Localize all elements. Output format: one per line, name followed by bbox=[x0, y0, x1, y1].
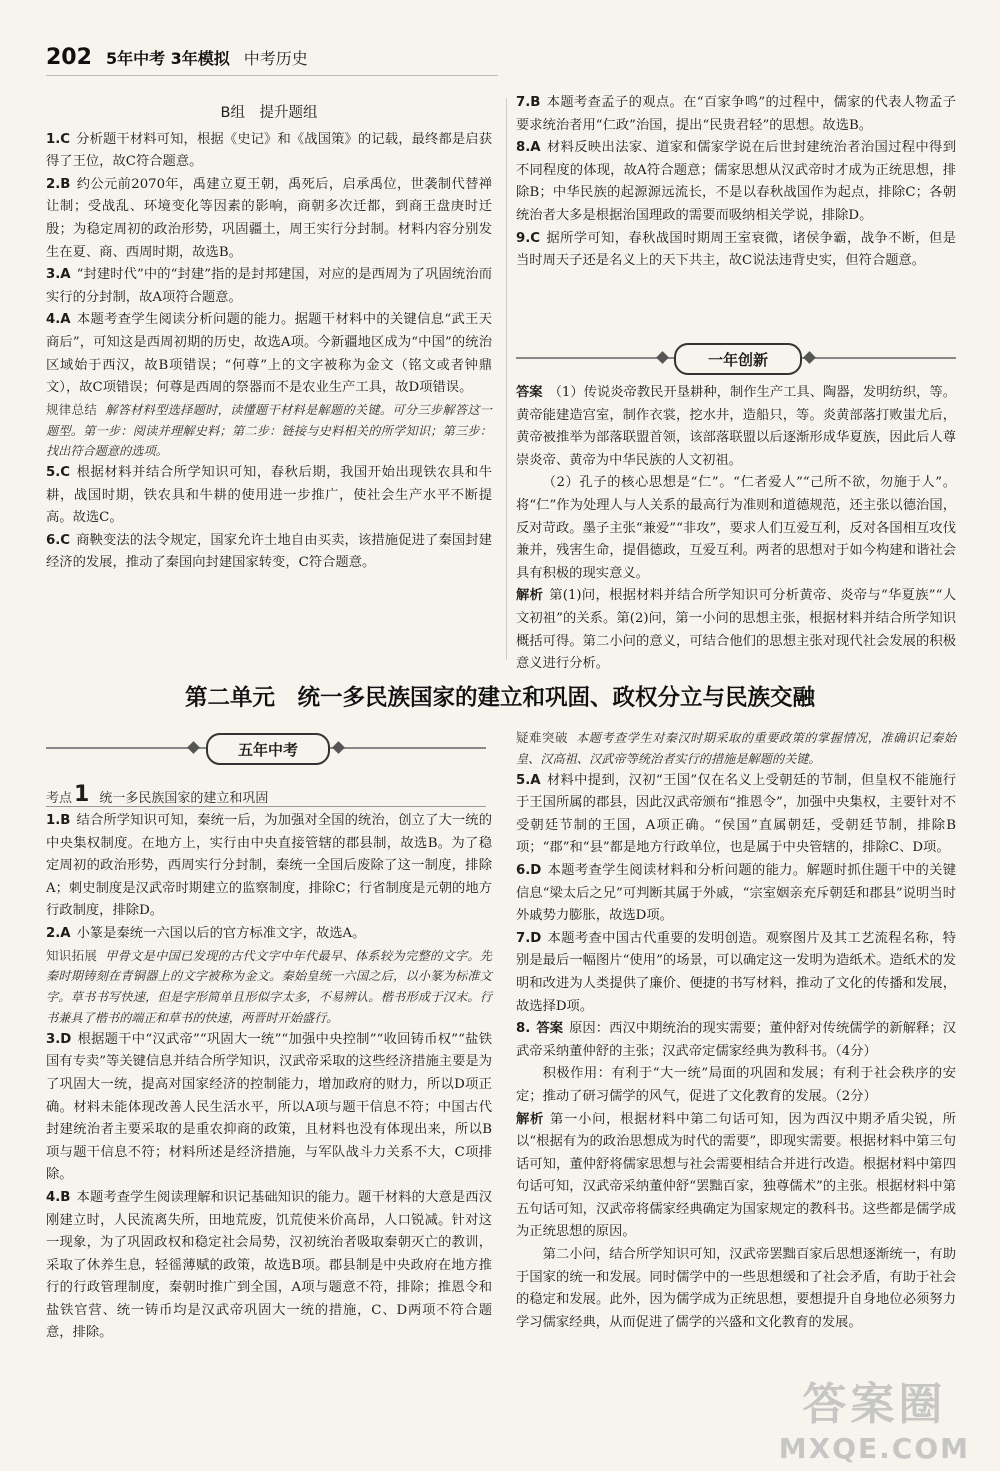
watermark-url: MXQE.COM bbox=[778, 1432, 970, 1465]
question-item: 4.A 本题考查学生阅读分析问题的能力。据题干材料中的关键信息“武王天商后”，可知这是西周初期的历史，故选A项。今新疆地区成为“中国”的统治区域始于西汉，故B项错误；“何尊”上的文字被称为金文（铭文或者钟鼎文），故C项错误；何尊是西周的祭器而不是农业生产工具，故D项错误。 bbox=[46, 312, 492, 396]
unit-title: 第二单元 统一多民族国家的建立和巩固、政权分立与民族交融 bbox=[184, 685, 815, 711]
innovation-answer-block bbox=[516, 382, 956, 676]
group-title: B组 提升题组 bbox=[220, 105, 318, 121]
column-divider bbox=[506, 98, 507, 660]
book-title: 5年中考 3年模拟 bbox=[105, 48, 230, 68]
right-bottom-column bbox=[516, 728, 956, 1334]
band-title: 一年创新 bbox=[674, 343, 802, 375]
right-top-column bbox=[516, 92, 956, 273]
one-year-innovation-band bbox=[516, 340, 956, 376]
question-item: 2.A 小篆是秦统一六国以后的官方标准文字，故选A。 bbox=[46, 925, 366, 941]
page-header bbox=[46, 43, 308, 71]
watermark bbox=[779, 1368, 970, 1465]
question-item: 3.D 根据题干中“汉武帝”“巩固大一统”“加强中央控制”“收回铸币权”“盐铁国有专卖”等关键信息并结合所学知识，汉武帝采取的这些经济措施主要是为了巩固大一统，提高对国家经济的控制能力，增加政府的财力，所以D项正确。材料未能体现改善人民生活水平，所以A项与题干信息不符；中国古代封建统治者主要采取的是重农抑商的政策，且材料也没有体现出来，所以B项与题干信息不符；材料所述是经济措施，与军队战斗力关系不大，C项排除。 bbox=[46, 1031, 492, 1183]
subject-label: 中考历史 bbox=[243, 48, 308, 68]
answer-para: （2）孔子的核心思想是“仁”。“仁者爱人”“己所不欲，勿施于人”。将“仁”作为处理人与人关系的最高行为准则和道德规范，还主张以德治国，反对苛政。墨子主张“兼爱”“非攻”，要求人们互爱互利，反对各国相互攻伐兼并，残害生命，提倡德政，互爱互利。两者的思想对于如今构建和谐社会具有积极的现实意义。 bbox=[516, 475, 956, 581]
question-item: 5.C 根据材料并结合所学知识可知，春秋后期，我国开始出现铁农具和牛耕，战国时期，铁农具和牛耕的使用进一步推广，使社会生产水平不断提高。故选C。 bbox=[46, 465, 492, 526]
watermark-logo: 答案圈 bbox=[802, 1379, 947, 1430]
analysis-para: 解析 第一小问，根据材料中第二句话可知，因为西汉中期矛盾尖锐，所以“根据有为的政治思想成为时代的需要”，即现实需要。根据材料中第三句话可知，董仲舒将儒家思想与社会需要相结合并进行改造。根据材料中第四句话可知，汉武帝采纳董仲舒“罢黜百家，独尊儒术”的主张。根据材料中第五句话可知，汉武帝将儒家经典确定为国家规定的教科书。这些都是儒学成为正统思想的原因。 bbox=[516, 1111, 956, 1240]
question-item: 1.B 结合所学知识可知，秦统一后，为加强对全国的统治，创立了大一统的中央集权制度。在地方上，实行由中央直接管辖的郡县制，故选B。为了稳定周初的政治形势，西周实行分封制，秦统一全国后废除了这一制度，排除A；刺史制度是汉武帝时期建立的监察制度，排除C；行省制度是元朝的地方行政制度，排除D。 bbox=[46, 813, 492, 919]
kaodian-heading bbox=[46, 780, 486, 807]
effect-para: 积极作用：有利于“大一统”局面的巩固和发展；有利于社会秩序的安定；推动了研习儒学的风气，促进了文化教育的发展。（2分） bbox=[516, 1066, 956, 1104]
kaodian-title: 统一多民族国家的建立和巩固 bbox=[99, 791, 269, 806]
question-item: 2.B 约公元前2070年，禹建立夏王朝，禹死后，启承禹位，世袭制代替禅让制；受战乱、环境变化等因素的影响，商朝多次迁都，到商王盘庚时迁殷；为稳定周初的政治形势，巩固疆土，周王实行分封制。材料内容分别发生在夏、商、西周时期，故选B。 bbox=[46, 176, 492, 260]
question-item: 8. 答案 原因：西汉中期统治的现实需要；董仲舒对传统儒学的新解释；汉武帝采纳董仲舒的主张；汉武帝定儒家经典为教科书。（4分） bbox=[516, 1021, 957, 1059]
band-title: 五年中考 bbox=[206, 733, 330, 765]
header-rule bbox=[46, 75, 498, 76]
question-item: 9.C 据所学可知，春秋战国时期周王室衰微，诸侯争霸，战争不断，但是当时周天子还是名义上的天下共主，故C说法违背史实，但符合题意。 bbox=[516, 230, 956, 269]
band-diamond-icon bbox=[332, 741, 345, 754]
analysis-para: 第二小问，结合所学知识可知，汉武帝罢黜百家后思想逐渐统一，有助于国家的统一和发展。同时儒学中的一些思想缓和了社会矛盾，有助于社会的稳定和发展。此外，因为儒学成为正统思想，要想提升自身地位必须努力学习儒家经典，从而促进了儒学的兴盛和文化教育的发展。 bbox=[516, 1247, 956, 1330]
question-item: 8.A 材料反映出法家、道家和儒家学说在后世封建统治者治国过程中得到不同程度的体现，故A符合题意；儒家思想从汉武帝时才成为正统思想，排除B；中华民族的起源源远流长，不是以春秋战国作为起点，排除C；各朝统治者大多是根据治国理政的需要而吸纳相关学说，排除D。 bbox=[516, 140, 956, 223]
knowledge-note: 知识拓展 甲骨文是中国已发现的古代文字中年代最早、体系较为完整的文字。先秦时期铸刻在青铜器上的文字被称为金文。秦始皇统一六国之后，以小篆为标准文字。草书书写快速，但是字形简单且形似字太多，不易辨认。楷书形成于汉末。行书兼具了楷书的端正和草书的快速，两晋时开始盛行。 bbox=[46, 947, 492, 1025]
question-item: 3.A “封建时代”中的“封建”指的是封邦建国，对应的是西周为了巩固统治而实行的分封制，故A项符合题意。 bbox=[46, 267, 492, 305]
five-year-exam-band bbox=[46, 730, 486, 766]
kaodian-label: 考点 bbox=[46, 791, 73, 806]
band-diamond-icon bbox=[803, 351, 816, 364]
question-item: 6.D 本题考查学生阅读材料和分析问题的能力。解题时抓住题干中的关键信息“梁太后之兄”可判断其属于外戚，“宗室姻亲充斥朝廷和郡县”说明当时外戚势力膨胀，故选D项。 bbox=[516, 862, 956, 924]
question-item: 6.C 商鞅变法的法令规定，国家允许土地自由买卖，该措施促进了秦国封建经济的发展，推动了秦国向封建国家转变，C符合题意。 bbox=[46, 532, 492, 571]
page-number: 202 bbox=[46, 44, 92, 70]
rule-summary-note: 规律总结 解答材料型选择题时，读懂题干材料是解题的关键。可分三步解答这一题型。第一步：阅读并理解史料；第二步：链接与史料相关的所学知识；第三步：找出符合题意的选项。 bbox=[46, 401, 492, 459]
kaodian-number: 1 bbox=[74, 782, 90, 807]
question-item: 1.C 分析题干材料可知，根据《史记》和《战国策》的记载，最终都是启获得了王位，故C符合题意。 bbox=[46, 131, 492, 170]
difficulty-note: 疑难突破 本题考查学生对秦汉时期采取的重要政策的掌握情况，准确识记秦始皇、汉高祖、汉武帝等统治者实行的措施是解题的关键。 bbox=[516, 730, 956, 766]
analysis-para: 解析 第(1)问，根据材料并结合所学知识可分析黄帝、炎帝与“华夏族”“人文初祖”的关系。第(2)问，第一小问的思想主张，根据材料并结合所学知识概括可得。第二小问的意义，可结合他们的思想主张对现代社会发展的积极意义进行分析。 bbox=[516, 588, 956, 672]
question-item: 7.B 本题考查孟子的观点。在“百家争鸣”的过程中，儒家的代表人物孟子要求统治者用“仁政”治国，提出“民贵君轻”的思想。故选B。 bbox=[516, 95, 956, 133]
left-bottom-column bbox=[46, 810, 492, 1345]
band-diamond-icon bbox=[656, 351, 669, 364]
left-top-column bbox=[46, 100, 492, 575]
question-item: 5.A 材料中提到，汉初“王国”仅在名义上受朝廷的节制，但皇权不能施行于王国所属的郡县，因此汉武帝颁布“推恩令”，加强中央集权，主要针对不受朝廷节制的王国，A项正确。“侯国”直属朝廷，受朝廷节制，排除B项；“郡”和“县”都是地方行政单位，也是属于中央管辖的，排除C、D项。 bbox=[516, 772, 956, 856]
band-diamond-icon bbox=[187, 741, 200, 754]
question-item: 7.D 本题考查中国古代重要的发明创造。观察图片及其工艺流程名称，特别是最后一幅图片“使用”的场景，可以确定这一发明为造纸术。造纸术的发明和改进为人类提供了廉价、便捷的书写材料，推动了文化的传播和发展，故选择D项。 bbox=[516, 930, 956, 1014]
question-item: 4.B 本题考查学生阅读理解和识记基础知识的能力。题干材料的大意是西汉刚建立时，人民流离失所，田地荒废，饥荒使米价高昂，人口锐减。针对这一现象，为了巩固政权和稳定社会局势，汉初统治者吸取秦朝灭亡的教训，采取了休养生息，轻徭薄赋的政策，故选B项。郡县制是中央政府在地方推行的行政管理制度，秦朝时推广到全国，A项与题意不符，排除；推恩令和盐铁官营、统一铸币均是汉武帝巩固大一统的措施，C、D两项不符合题意，排除。 bbox=[46, 1189, 492, 1341]
answer-para: 答案 （1）传说炎帝教民开垦耕种，制作生产工具、陶器，发明纺织，等。黄帝能建造宫室，制作衣裳，挖水井，造船只，等。炎黄部落打败蚩尤后，黄帝被推举为部落联盟首领，该部落联盟以后逐渐形成华夏族，因此后人尊崇炎帝、黄帝为中华民族的人文初祖。 bbox=[516, 385, 957, 468]
